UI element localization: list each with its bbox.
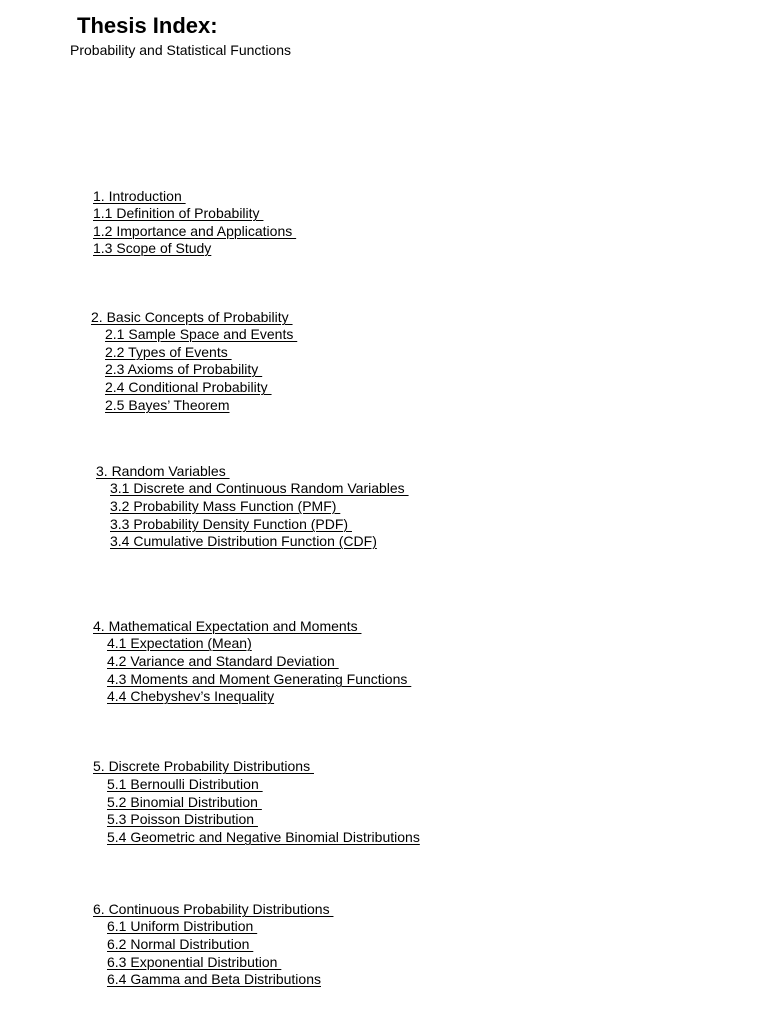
toc-item-5-3[interactable]: 5.3 Poisson Distribution bbox=[107, 811, 258, 827]
toc-heading-3[interactable]: 3. Random Variables bbox=[96, 463, 230, 479]
document-subtitle: Probability and Statistical Functions bbox=[70, 42, 291, 58]
toc-item-4-1[interactable]: 4.1 Expectation (Mean) bbox=[107, 635, 252, 651]
toc-heading-5[interactable]: 5. Discrete Probability Distributions bbox=[93, 758, 314, 774]
toc-item-3-1[interactable]: 3.1 Discrete and Continuous Random Variables bbox=[110, 480, 409, 496]
toc-item-2-1[interactable]: 2.1 Sample Space and Events bbox=[105, 326, 298, 342]
toc-heading-6[interactable]: 6. Continuous Probability Distributions bbox=[93, 901, 334, 917]
toc-heading-4[interactable]: 4. Mathematical Expectation and Moments bbox=[93, 618, 362, 634]
toc-item-1-1[interactable]: 1.1 Definition of Probability bbox=[93, 205, 264, 221]
document-title: Thesis Index: bbox=[77, 13, 218, 38]
toc-item-4-2[interactable]: 4.2 Variance and Standard Deviation bbox=[107, 653, 339, 669]
toc-item-6-4[interactable]: 6.4 Gamma and Beta Distributions bbox=[107, 971, 321, 987]
toc-item-2-4[interactable]: 2.4 Conditional Probability bbox=[105, 379, 272, 395]
toc-item-5-2[interactable]: 5.2 Binomial Distribution bbox=[107, 794, 262, 810]
toc-item-6-3[interactable]: 6.3 Exponential Distribution bbox=[107, 954, 282, 970]
toc-item-1-3[interactable]: 1.3 Scope of Study bbox=[93, 240, 212, 256]
toc-heading-1[interactable]: 1. Introduction bbox=[93, 188, 186, 204]
toc-item-4-4[interactable]: 4.4 Chebyshev’s Inequality bbox=[107, 688, 275, 704]
toc-item-2-3[interactable]: 2.3 Axioms of Probability bbox=[105, 361, 263, 377]
toc-item-6-2[interactable]: 6.2 Normal Distribution bbox=[107, 936, 254, 952]
toc-item-4-3[interactable]: 4.3 Moments and Moment Generating Functions bbox=[107, 671, 412, 687]
toc-item-2-2[interactable]: 2.2 Types of Events bbox=[105, 344, 232, 360]
toc-item-5-4[interactable]: 5.4 Geometric and Negative Binomial Distributions bbox=[107, 829, 420, 845]
toc-heading-2[interactable]: 2. Basic Concepts of Probability bbox=[91, 309, 293, 325]
toc-item-3-3[interactable]: 3.3 Probability Density Function (PDF) bbox=[110, 516, 352, 532]
toc-item-5-1[interactable]: 5.1 Bernoulli Distribution bbox=[107, 776, 263, 792]
toc-item-6-1[interactable]: 6.1 Uniform Distribution bbox=[107, 918, 258, 934]
toc-item-3-4[interactable]: 3.4 Cumulative Distribution Function (CDF) bbox=[110, 533, 377, 549]
toc-item-3-2[interactable]: 3.2 Probability Mass Function (PMF) bbox=[110, 498, 341, 514]
toc-item-2-5[interactable]: 2.5 Bayes’ Theorem bbox=[105, 397, 230, 413]
toc-item-1-2[interactable]: 1.2 Importance and Applications bbox=[93, 223, 297, 239]
